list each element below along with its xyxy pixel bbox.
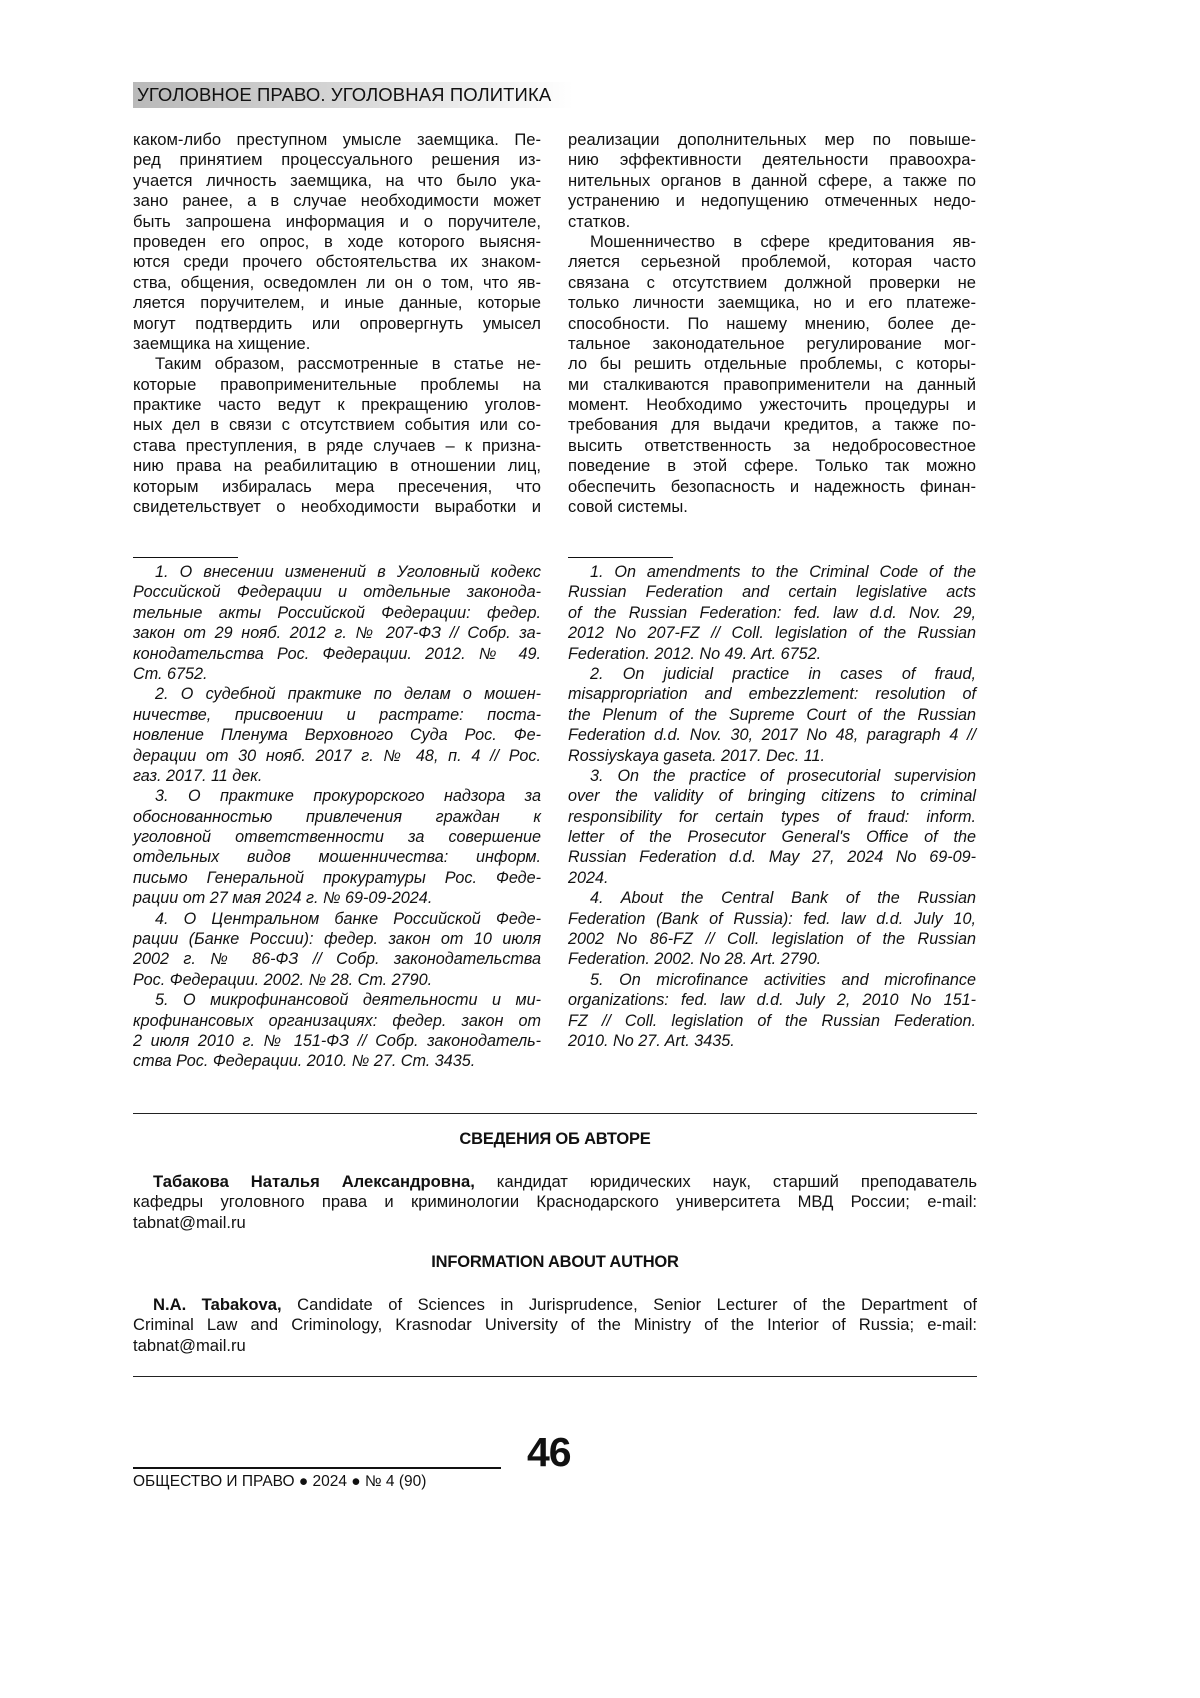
text-line: 5. On microfinance activities and microfinance: [568, 970, 976, 990]
footnote: [568, 970, 976, 1052]
divider-bottom: [133, 1376, 977, 1377]
author-desc-en-line: Criminal Law and Criminology, Krasnodar University of the Ministry of the Interior of Russia; e-mail:: [133, 1315, 977, 1335]
text-line: ных дел в связи с отсутствием события или со-: [133, 415, 541, 435]
text-line: высить ответственность за недобросовестное: [568, 436, 976, 456]
text-line: только личности заемщика, но и его платеже-: [568, 293, 976, 313]
text-line: 2024.: [568, 868, 976, 888]
text-line: отдельных видов мошенничества: информ.: [133, 847, 541, 867]
text-line: учается личность заемщика, на что было ука-: [133, 171, 541, 191]
text-line: ляется поручителем, и иные данные, которые: [133, 293, 541, 313]
text-line: ляется серьезной проблемой, которая часто: [568, 252, 976, 272]
footnote: [133, 786, 541, 908]
text-line: Federation. 2002. No 28. Art. 2790.: [568, 949, 976, 969]
text-line: ства, общения, осведомлен ли он о том, что яв-: [133, 273, 541, 293]
footnote: [568, 766, 976, 888]
footnote: [133, 684, 541, 786]
text-line: зано ранее, а в случае необходимости может: [133, 191, 541, 211]
text-line: Таким образом, рассмотренные в статье не-: [133, 354, 541, 374]
author-info-en: [133, 1295, 977, 1356]
text-line: закон от 29 нояб. 2012 г. № 207-ФЗ // Собр. за-: [133, 623, 541, 643]
text-line: устранению и недопущению отмеченных недо-: [568, 191, 976, 211]
text-line: письмо Генеральной прокуратуры Рос. Феде-: [133, 868, 541, 888]
text-line: тельные акты Российской Федерации: федер.: [133, 603, 541, 623]
text-line: проведен его опрос, в ходе которого выясня-: [133, 232, 541, 252]
footnote: [568, 664, 976, 766]
text-line: газ. 2017. 11 дек.: [133, 766, 541, 786]
paragraph: [568, 232, 976, 517]
text-line: быть запрошена информация и о поручителе,: [133, 212, 541, 232]
text-line: misappropriation and embezzlement: resolution of: [568, 684, 976, 704]
text-line: of the Russian Federation: fed. law d.d. Nov. 29,: [568, 603, 976, 623]
text-line: практике часто ведут к прекращению уголов-: [133, 395, 541, 415]
text-line: связана с отсутствием должной проверки не: [568, 273, 976, 293]
text-line: Russian Federation and certain legislative acts: [568, 582, 976, 602]
text-line: статков.: [568, 212, 976, 232]
text-line: момент. Необходимо ужесточить процедуры и: [568, 395, 976, 415]
text-line: Federation. 2012. No 49. Art. 6752.: [568, 644, 976, 664]
text-line: ло бы решить отдельные проблемы, с которы-: [568, 354, 976, 374]
text-line: 2. On judicial practice in cases of fraud,: [568, 664, 976, 684]
text-line: реализации дополнительных мер по повыше-: [568, 130, 976, 150]
footer-rule: [133, 1467, 501, 1469]
footnotes-russian: [133, 562, 541, 1072]
text-line: дерации от 30 нояб. 2017 г. № 48, п. 4 // Рос.: [133, 746, 541, 766]
text-line: 5. О микрофинансовой деятельности и ми-: [133, 990, 541, 1010]
text-line: ред принятием процессуального решения из-: [133, 150, 541, 170]
author-desc-ru-line: кафедры уголовного права и криминологии Краснодарского университета МВД России; e-mail:: [133, 1192, 977, 1212]
text-line: свидетельствует о необходимости выработки и: [133, 497, 541, 517]
text-line: 2010. No 27. Art. 3435.: [568, 1031, 976, 1051]
text-line: Russian Federation d.d. May 27, 2024 No 69-09-: [568, 847, 976, 867]
text-line: 3. О практике прокурорского надзора за: [133, 786, 541, 806]
text-line: 2. О судебной практике по делам о мошен-: [133, 684, 541, 704]
text-line: 2 июля 2010 г. № 151-ФЗ // Собр. законодатель-: [133, 1031, 541, 1051]
text-line: the Plenum of the Supreme Court of the Russian: [568, 705, 976, 725]
text-line: требования для выдачи кредитов, а также по-: [568, 415, 976, 435]
text-line: 1. О внесении изменений в Уголовный кодекс: [133, 562, 541, 582]
footnote: [568, 562, 976, 664]
author-info-title-en: INFORMATION ABOUT AUTHOR: [133, 1253, 977, 1272]
text-line: става преступления, в ряде случаев – к призна-: [133, 436, 541, 456]
footnote: [133, 562, 541, 684]
footnote-separator-right: [568, 557, 673, 558]
text-line: новление Пленума Верховного Суда Рос. Фе-: [133, 725, 541, 745]
text-line: Мошенничество в сфере кредитования яв-: [568, 232, 976, 252]
text-line: Рос. Федерации. 2002. № 28. Ст. 2790.: [133, 970, 541, 990]
body-column-right: [568, 130, 976, 517]
text-line: Российской Федерации и отдельные законода-: [133, 582, 541, 602]
text-line: letter of the Prosecutor General's Office of the: [568, 827, 976, 847]
divider-top: [133, 1113, 977, 1114]
text-line: Rossiyskaya gaseta. 2017. Dec. 11.: [568, 746, 976, 766]
text-line: ми сталкиваются правоприменители на данный: [568, 375, 976, 395]
author-email-en: tabnat@mail.ru: [133, 1336, 977, 1356]
text-line: крофинансовых организациях: федер. закон от: [133, 1011, 541, 1031]
text-line: ются среди прочего обстоятельства их знаком-: [133, 252, 541, 272]
text-line: 4. О Центральном банке Российской Феде-: [133, 909, 541, 929]
text-line: нительных органов в данной сфере, а также по: [568, 171, 976, 191]
text-line: поведение в этой сфере. Только так можно: [568, 456, 976, 476]
text-line: которые правоприменительные проблемы на: [133, 375, 541, 395]
text-line: ничестве, присвоении и растрате: поста-: [133, 705, 541, 725]
text-line: обоснованностью привлечения граждан к: [133, 807, 541, 827]
text-line: обеспечить безопасность и надежность финан-: [568, 477, 976, 497]
author-info-title-ru: СВЕДЕНИЯ ОБ АВТОРЕ: [133, 1130, 977, 1149]
text-line: которым избиралась мера пресечения, что: [133, 477, 541, 497]
page-number: 46: [527, 1428, 571, 1476]
author-info-ru: [133, 1172, 977, 1233]
footnotes-english: [568, 562, 976, 1051]
text-line: совой системы.: [568, 497, 976, 517]
text-line: нию права на реабилитацию в отношении лиц,: [133, 456, 541, 476]
author-desc-en: Candidate of Sciences in Jurisprudence, Senior Lecturer of the Department of: [297, 1295, 977, 1314]
author-name-en: N.A. Tabakova,: [153, 1295, 282, 1314]
paragraph: [133, 354, 541, 517]
paragraph: [133, 130, 541, 354]
text-line: responsibility for certain types of fraud: inform.: [568, 807, 976, 827]
text-line: FZ // Coll. legislation of the Russian Federation.: [568, 1011, 976, 1031]
body-column-left: [133, 130, 541, 517]
text-line: ства Рос. Федерации. 2010. № 27. Ст. 3435.: [133, 1051, 541, 1071]
footnote: [568, 888, 976, 970]
text-line: рации от 27 мая 2024 г. № 69-09-2024.: [133, 888, 541, 908]
text-line: могут подтвердить или опровергнуть умысел: [133, 314, 541, 334]
text-line: 2012 No 207-FZ // Coll. legislation of the Russian: [568, 623, 976, 643]
author-name-ru: Табакова Наталья Александровна,: [153, 1172, 475, 1191]
text-line: Federation (Bank of Russia): fed. law d.d. July 10,: [568, 909, 976, 929]
footnote: [133, 909, 541, 991]
text-line: конодательства Рос. Федерации. 2012. № 49.: [133, 644, 541, 664]
text-line: каком-либо преступном умысле заемщика. Пе-: [133, 130, 541, 150]
text-line: 2002 г. № 86-ФЗ // Собр. законодательства: [133, 949, 541, 969]
text-line: способности. По нашему мнению, более де-: [568, 314, 976, 334]
footnote: [133, 990, 541, 1072]
text-line: 2002 No 86-FZ // Coll. legislation of the Russian: [568, 929, 976, 949]
author-desc-ru: кандидат юридических наук, старший преподаватель: [497, 1172, 977, 1191]
footnote-separator-left: [133, 557, 238, 558]
journal-footer: ОБЩЕСТВО И ПРАВО ● 2024 ● № 4 (90): [133, 1472, 426, 1492]
text-line: рации (Банке России): федер. закон от 10 июля: [133, 929, 541, 949]
text-line: тальное законодательное регулирование мог-: [568, 334, 976, 354]
text-line: нию эффективности деятельности правоохра-: [568, 150, 976, 170]
text-line: Federation d.d. Nov. 30, 2017 No 48, paragraph 4 //: [568, 725, 976, 745]
author-email-ru: tabnat@mail.ru: [133, 1213, 977, 1233]
running-header: УГОЛОВНОЕ ПРАВО. УГОЛОВНАЯ ПОЛИТИКА: [137, 83, 551, 107]
paragraph: [568, 130, 976, 232]
text-line: over the validity of bringing citizens to criminal: [568, 786, 976, 806]
text-line: 4. About the Central Bank of the Russian: [568, 888, 976, 908]
text-line: заемщика на хищение.: [133, 334, 541, 354]
text-line: organizations: fed. law d.d. July 2, 2010 No 151-: [568, 990, 976, 1010]
text-line: 1. On amendments to the Criminal Code of the: [568, 562, 976, 582]
text-line: уголовной ответственности за совершение: [133, 827, 541, 847]
text-line: Ст. 6752.: [133, 664, 541, 684]
text-line: 3. On the practice of prosecutorial supervision: [568, 766, 976, 786]
